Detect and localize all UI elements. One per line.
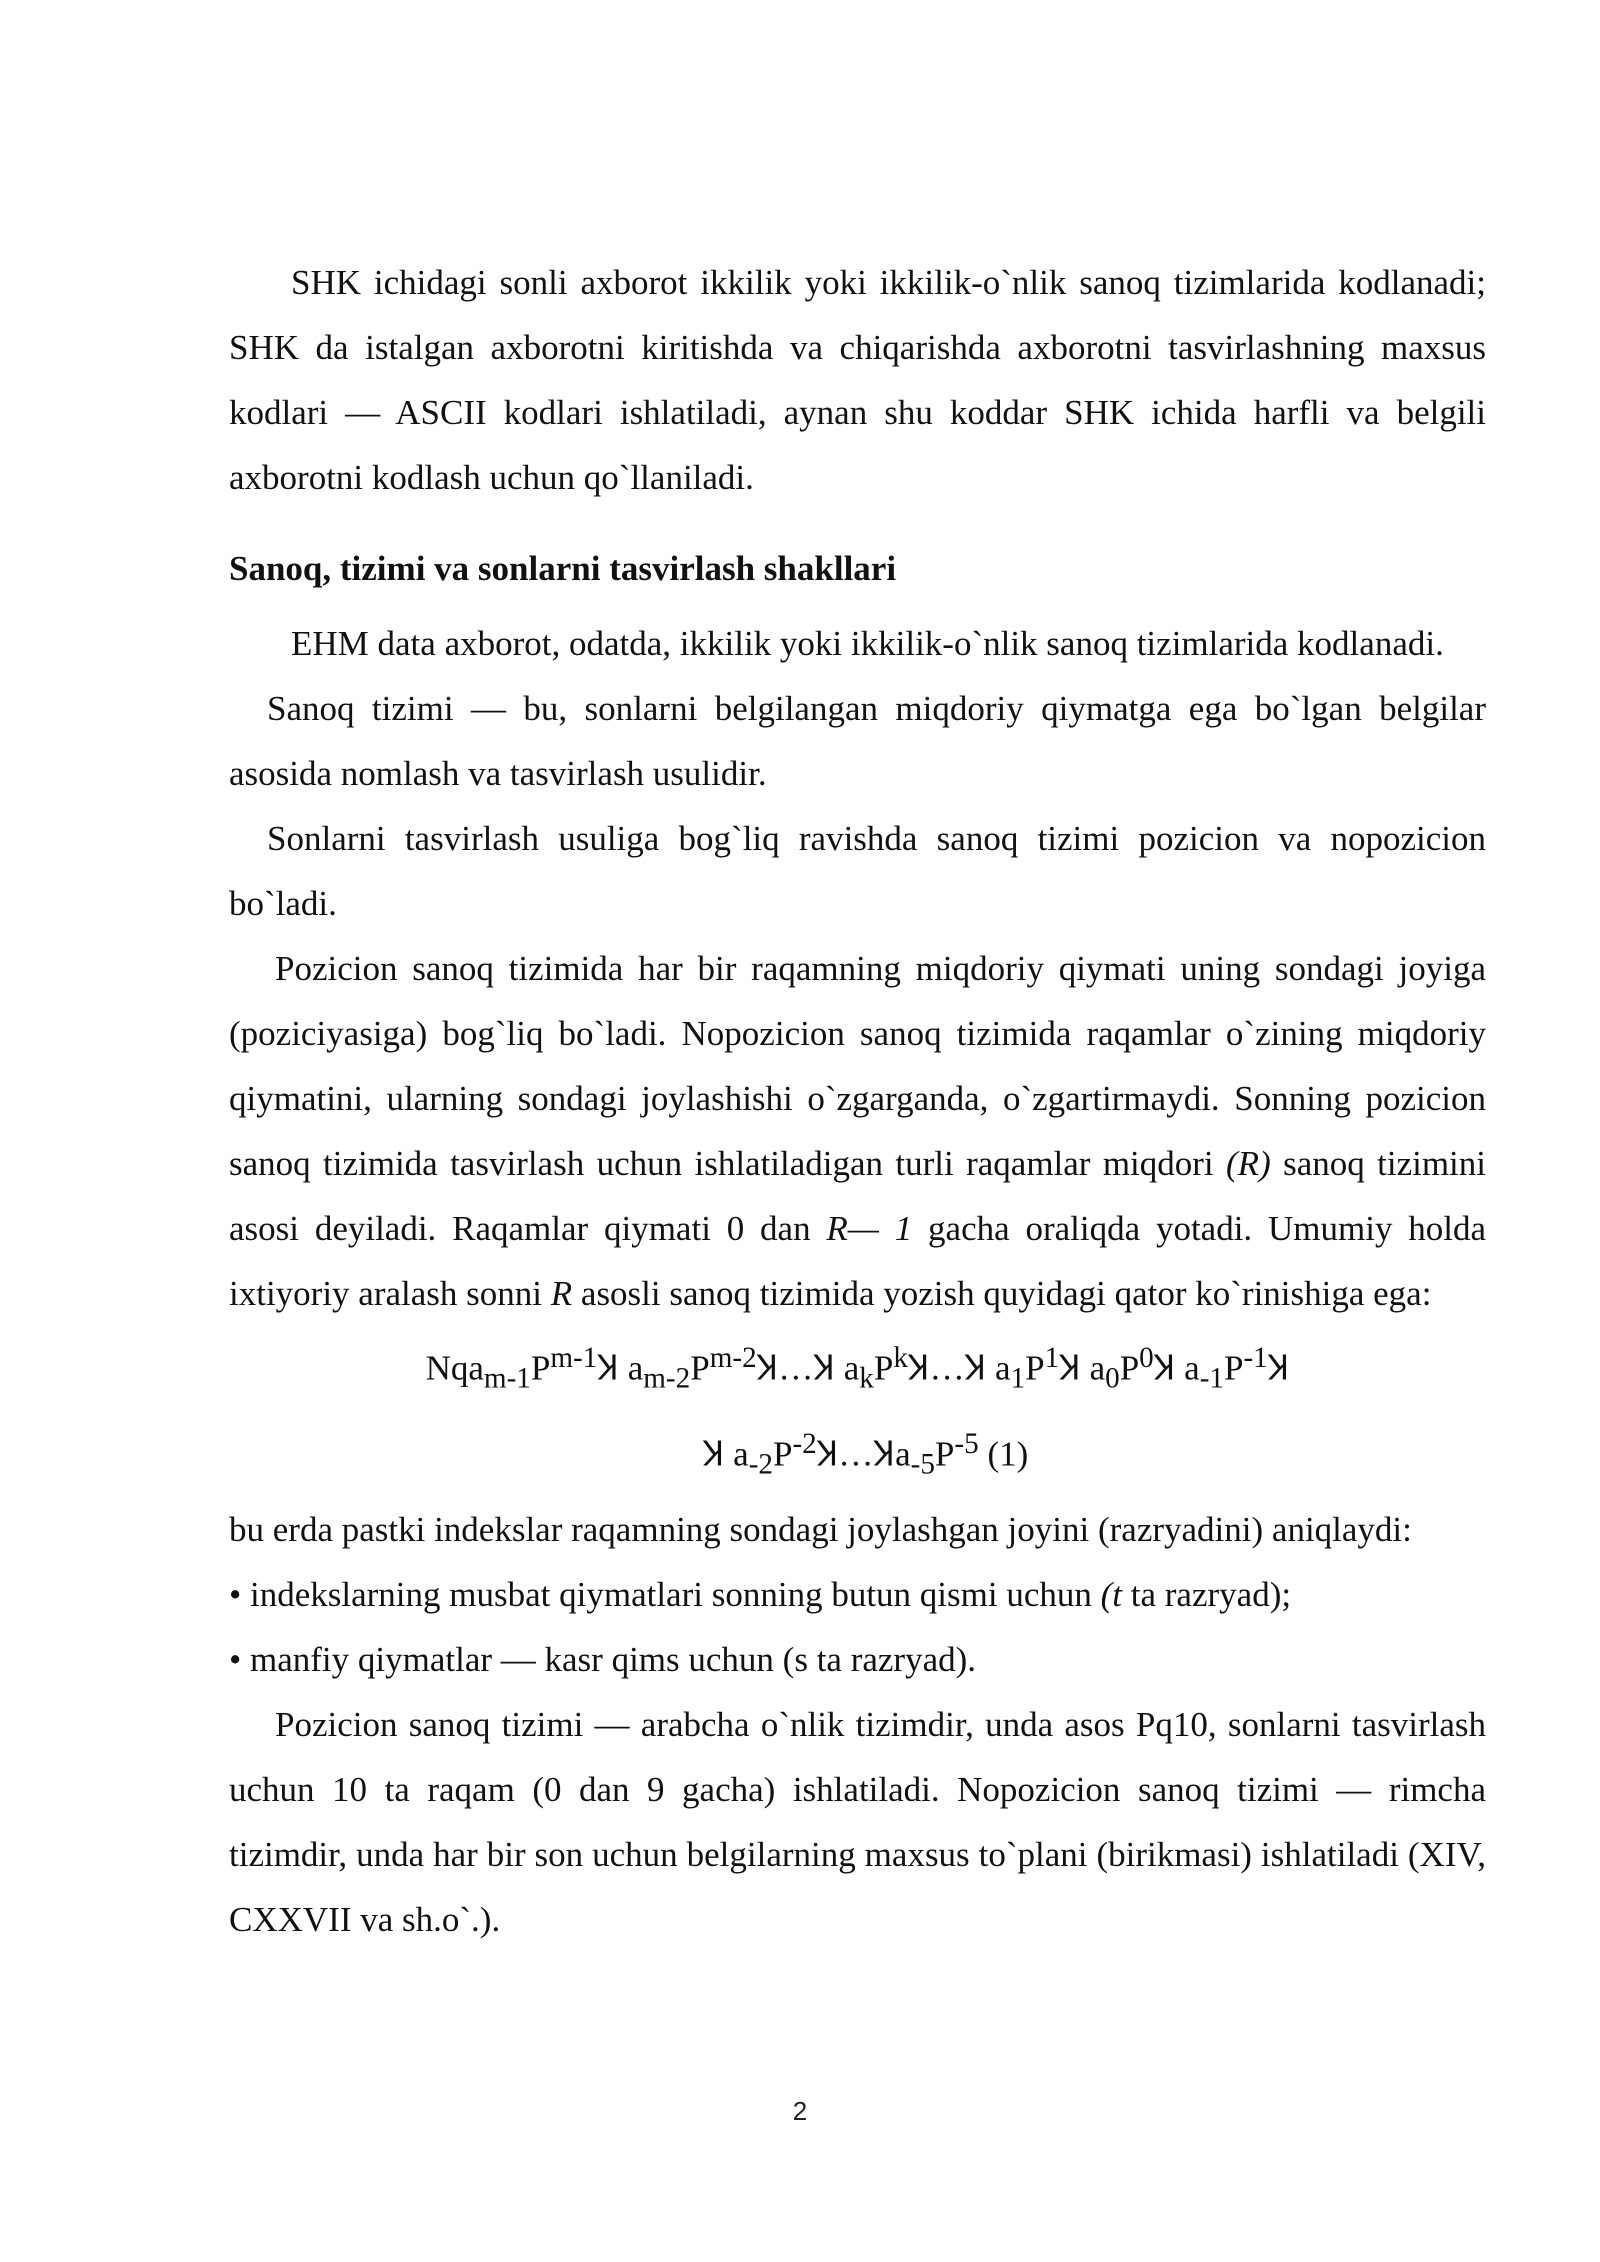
paragraph-indekslar: bu erda pastki indekslar raqamning sondagi joylashgan joyini (razryadini) aniqlaydi:	[229, 1510, 1412, 1550]
formula-block	[229, 1326, 1486, 1497]
formula-line-2: Ʞ $a_{-2}P^{-2}Ʞ\dots Ʞa_{-5}P^{-5}$ (1)	[702, 1427, 1029, 1481]
page-content	[229, 250, 1486, 1952]
pozicion-text-4: asosli sanoq tizimida yozish quyidagi qator ko`rinishiga ega:	[572, 1274, 1432, 1313]
bullet-musbat-italic: (t	[1100, 1575, 1123, 1615]
paragraph-sanoq-tizimi: Sanoq tizimi — bu, sonlarni belgilangan miqdoriy qiymatga ega bo`lgan belgilar asosida nomlash va tasvirlash usulidir.	[229, 689, 1486, 793]
bullet-musbat-text: • indekslarning musbat qiymatlari sonning butun qismi uchun	[229, 1575, 1101, 1615]
page-number: 2	[792, 2096, 808, 2126]
pozicion-italic-r-2: R	[550, 1274, 573, 1313]
paragraph-tasvirlash-usuli: Sonlarni tasvirlash usuliga bog`liq ravishda sanoq tizimi pozicion va nopozicion bo`ladi.	[229, 819, 1486, 923]
pozicion-italic-r-minus-1: R— 1	[826, 1209, 913, 1248]
paragraph-arabcha-rimcha: Pozicion sanoq tizimi — arabcha o`nlik tizimdir, unda asos Pq10, sonlarni tasvirlash uchun 10 ta raqam (0 dan 9 gacha) ishlatiladi. Nopozicion sanoq tizimi — rimcha tizimdir, unda har bir son uchun belgilarning maxsus to`plani (birikmasi) ishlatiladi (XIV, CXXVII va sh.o`.).	[229, 1705, 1486, 1940]
bullet-musbat	[229, 1562, 1486, 1627]
paragraph-intro: SHK ichidagi sonli axborot ikkilik yoki ikkilik-o`nlik sanoq tizimlarida kodlanadi; SHK da istalgan axborotni kiritishda va chiqarishda axborotni tasvirlashning maxsus kodlari — ASCII kodlari ishlatiladi, aynan shu koddar SHK ichida harfli va belgili axborotni kodlash uchun qo`llaniladi.	[229, 263, 1486, 497]
pozicion-text-3: gacha oraliqda yotadi. Umumiy holda ixtiyoriy aralash sonni	[229, 1209, 1487, 1313]
formula-line-1: $Nqa_{m-1}P^{m-1}Ʞ$ $a_{m-2}P^{m-2}Ʞ\dots Ʞ$ $a_kP^kꞰ\dots Ʞ$ $a_1P^1Ʞ$ $a_0P^0Ʞ$ $a_{-1}P^{-1}Ʞ$	[425, 1342, 1290, 1395]
bullet-manfiy: • manfiy qiymatlar — kasr qims uchun (s ta razryad).	[229, 1640, 977, 1680]
pozicion-italic-r: (R)	[1226, 1144, 1271, 1183]
bullet-musbat-end: ta razryad);	[1122, 1575, 1292, 1615]
section-heading: Sanoq, tizimi va sonlarni tasvirlash shakllari	[229, 549, 897, 588]
pozicion-text-1: Pozicion sanoq tizimida har bir raqamning miqdoriy qiymati uning sondagi joyiga (poziciyasiga) bog`liq bo`ladi. Nopozicion sanoq tizimida raqamlar o`zining miqdoriy qiymatini, ularning sondagi joylashishi o`zgarganda, o`zgartirmaydi. Sonning pozicion sanoq tizimida tasvirlash uchun ishlatiladigan turli raqamlar miqdori	[229, 949, 1486, 1183]
paragraph-pozicion	[229, 936, 1486, 1326]
pozicion-text-2: sanoq tizimini asosi deyiladi. Raqamlar qiymati 0 dan	[229, 1144, 1486, 1248]
paragraph-ehm: EHM data axborot, odatda, ikkilik yoki ikkilik-o`nlik sanoq tizimlarida kodlanadi.	[291, 624, 1444, 663]
